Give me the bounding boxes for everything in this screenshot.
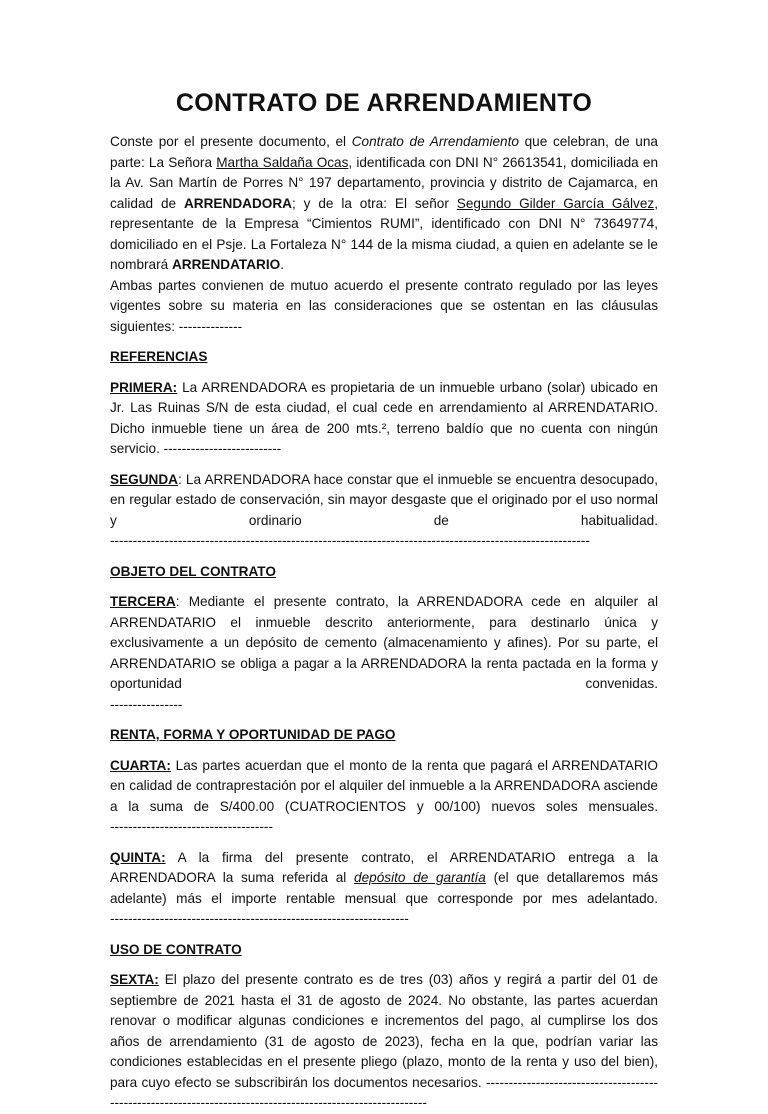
tenant-name: Segundo Gilder García Gálvez xyxy=(456,195,655,211)
section-objeto: OBJETO DEL CONTRATO xyxy=(110,563,276,579)
dash-line: ------------------------------------ xyxy=(110,819,273,834)
clause-label: QUINTA: xyxy=(110,849,166,865)
dash-line: ---------------- xyxy=(110,696,183,712)
clause-label: SEGUNDA xyxy=(110,471,178,487)
intro-text-3: , identificada con DNI N° 26613541, domiciliada en la Av. San Martín de Porres N° 197 departamento, provincia y distrito de Cajamarca, en calidad de xyxy=(110,154,659,211)
clause-text-2: (el que detallaremos más adelante) más el importe rentable mensual que corresponde por mes adelantado. xyxy=(110,870,659,906)
intro-text-6: . xyxy=(280,257,284,272)
clause-label: SEXTA: xyxy=(110,972,159,987)
clause-text: Las partes acuerdan que el monto de la renta que pagará el ARRENDATARIO en calidad de contraprestación por el alquiler del inmueble a la ARRENDADORA asciende a la suma de S/400.00 (CUATROCIENTOS y 00/100) nuevos soles mensuales. xyxy=(110,757,658,814)
intro-paragraph xyxy=(110,132,658,276)
section-uso: USO DE CONTRATO xyxy=(110,941,242,957)
clause-segunda xyxy=(110,470,658,532)
intro-text-1: Conste por el presente documento, el xyxy=(110,134,352,149)
clause-label: PRIMERA: xyxy=(110,379,178,395)
deposit-term: depósito de garantía xyxy=(354,870,486,885)
intro-text-4: ; y de la otra: El señor xyxy=(291,195,457,211)
section-renta: RENTA, FORMA Y OPORTUNIDAD DE PAGO xyxy=(110,727,396,742)
clause-text: : Mediante el presente contrato, la ARRENDADORA cede en alquiler al ARRENDATARIO el inmueble descrito anteriormente, para destinarlo única y exclusivamente a un depósito de cemento (almacenamiento y afines). Por su parte, el ARRENDATARIO se obliga a pagar a la ARRENDADORA la renta pactada en la forma y oportunidad convenidas. xyxy=(110,594,658,691)
intro-text-5: , representante de la Empresa “Cimientos RUMI”, identificado con DNI N° 73649774, domiciliado en el Psje. La Fortaleza N° 144 de la misma ciudad, a quien en adelante se le nombrará xyxy=(110,195,658,272)
page-title: CONTRATO DE ARRENDAMIENTO xyxy=(175,89,593,117)
clause-text: La ARRENDADORA es propietaria de un inmueble urbano (solar) ubicado en Jr. Las Ruinas S/N de esta ciudad, el cual cede en arrendamiento al ARRENDATARIO. Dicho inmueble tiene un área de 200 mts.², terreno baldío que no cuenta con ningún servicio. -------------------------- xyxy=(110,379,658,456)
clause-text-1: A la firma del presente contrato, el ARRENDATARIO entrega a la ARRENDADORA la suma referida al xyxy=(110,849,658,885)
dash-line: ---------------------------------------------------------------------------------------------------------- xyxy=(110,533,590,548)
dash-line: ------------------------------------------------------------------ xyxy=(110,911,409,926)
contract-name: Contrato de Arrendamiento xyxy=(351,134,519,149)
clause-sexta xyxy=(110,970,658,1114)
clause-tercera xyxy=(110,592,658,695)
clause-label: TERCERA xyxy=(110,594,176,609)
document-body xyxy=(110,132,658,1114)
clause-text: El plazo del presente contrato es de tres (03) años y regirá a partir del 01 de septiembre de 2021 hasta el 31 de agosto de 2024. No obstante, las partes acuerdan renovar o modificar algunas condiciones e incrementos del pago, al cumplirse los dos años de arrendamiento (31 de agosto de 2023), fecha en la que, podrían variar las condiciones establecidas en el presente pliego (plazo, monto de la renta y uso del bien), para cuyo efecto se subscribirán los documentos necesarios. ------------------------------------------------------------------------------------------------------------ xyxy=(110,972,658,1110)
clause-quinta xyxy=(110,848,658,910)
landlady-name: Martha Saldaña Ocas xyxy=(216,154,349,170)
clause-primera xyxy=(110,378,658,460)
clause-label: CUARTA: xyxy=(110,757,171,773)
intro-paragraph-2: Ambas partes convienen de mutuo acuerdo el presente contrato regulado por las leyes vigentes sobre su materia en las consideraciones que se ostentan en las cláusulas siguientes: -------------- xyxy=(110,277,658,334)
clause-text: : La ARRENDADORA hace constar que el inmueble se encuentra desocupado, en regular estado de conservación, sin mayor desgaste que el originado por el uso normal y ordinario de habitualidad. xyxy=(110,471,658,528)
section-referencias: REFERENCIAS xyxy=(110,349,208,364)
role-arrendadora: ARRENDADORA xyxy=(183,195,292,211)
intro-text-2: que celebran, de una parte: La Señora xyxy=(110,134,658,170)
clause-cuarta xyxy=(110,756,658,818)
role-arrendatario: ARRENDATARIO xyxy=(171,257,281,272)
